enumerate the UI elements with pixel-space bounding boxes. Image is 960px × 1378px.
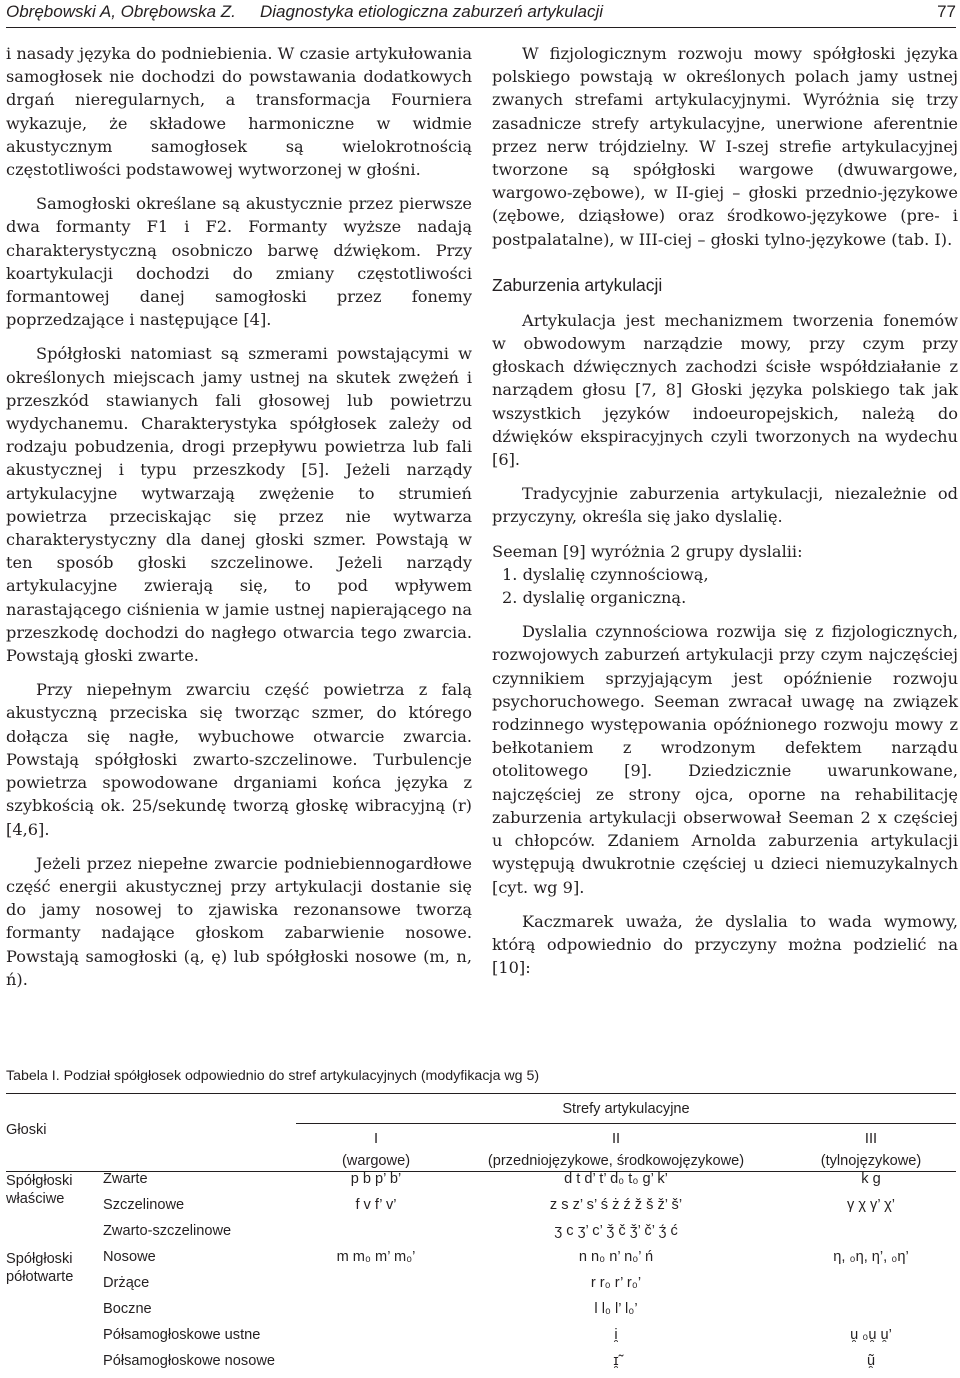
zone1-name: (wargowe) (341, 1153, 411, 1169)
dyslalia-list (502, 563, 958, 609)
paragraph: Samogłoski określane są akustycznie przez pierwsze dwa formanty F1 i F2. Formanty wyższe nadają charakterystyczną osobniczo barwę dźwiękom. Przy koartykulacji dochodzi do zmiany częstotliwości formantowej danej samogłoski przez fonemy poprzedzające i następujące [4]. (6, 194, 472, 330)
left-column (6, 42, 472, 991)
row-articulation-type: Nosowe (103, 1249, 156, 1265)
group-label: właściwe (6, 1191, 65, 1207)
row-zone2-sounds: z s z’ s’ ś ż ź ž š ž’ š’ (549, 1197, 683, 1213)
section-title: Zaburzenia artykulacji (492, 274, 663, 295)
paragraph: Dyslalia czynnościowa rozwija się z fizjologicznych, rozwojowych zaburzeń artykulacji przy czym najczęściej czynnikiem sprzyjającym jest opóźnienie rozwoju psychoruchowego. Seeman zwracał uwagę na związek rodzinnego występowania opóźnionego rozwoju mowy z bełkotaniem z wrodzonym defektem narządu otolitowego [9]. Dziedzicznie uwarunkowane, najczęściej ze strony ojca, oporne na rehabilitację zaburzenia artykulacji obserwował Seeman 2 x częściej u chłopców. Zdaniem Arnolda zaburzenia artykulacji występują dwukrotnie częściej u dzieci niemuzykalnych [cyt. wg 9]. (492, 622, 958, 897)
paragraph: W fizjologicznym rozwoju mowy spółgłoski języka polskiego powstają w określonych polach jamy ustnej zwanych strefami artykulacyjnymi. Wyróżnia się trzy zasadnicze strefy artykulacyjne, unerwione aferentnie przez nerw trójdzielny. W I-szej strefie artykulacyjnej tworzone są spółgłoski wargowe (dwuwargowe, wargowo-zębowe), w II-giej – głoski przednio-językowe (zębowe, dziąsłowe) oraz środkowo-językowe (pre- i postpalatalne), w III-ciej – głoski tylno-językowe (tab. I). (492, 44, 958, 249)
zone3-roman: III (864, 1131, 878, 1147)
row-zone3-sounds: ũ̯ (866, 1353, 876, 1369)
table-caption: Tabela I. Podział spółgłosek odpowiednio do stref artykulacyjnych (modyfikacja wg 5) (6, 1068, 540, 1084)
table-group-rule (296, 1123, 956, 1124)
row-articulation-type: Półsamogłoskowe ustne (103, 1327, 261, 1343)
row-zone3-sounds: k g (861, 1171, 881, 1187)
row-zone2-sounds: i̯ (614, 1327, 618, 1343)
group-label: półotwarte (6, 1269, 74, 1285)
row-zone2-sounds: n n₀ n’ n₀’ ń (578, 1249, 654, 1265)
table-header-group: Strefy artykulacyjne (562, 1101, 690, 1117)
group-label: Spółgłoski (6, 1251, 73, 1267)
header-rule (6, 27, 956, 28)
right-column (492, 42, 958, 979)
row-zone3-sounds: u̯ ₀u̯ u̯’ (850, 1327, 892, 1343)
row-articulation-type: Półsamogłoskowe nosowe (103, 1353, 275, 1369)
list-item: 1. dyslalię czynnościową, (502, 564, 709, 584)
row-articulation-type: Szczelinowe (103, 1197, 185, 1213)
header-authors: Obrębowski A, Obrębowska Z. (6, 2, 236, 21)
row-zone2-sounds: l l₀ l’ l₀’ (594, 1301, 638, 1317)
paragraph: i nasady języka do podniebienia. W czasie artykułowania samogłosek nie dochodzi do powstawania dodatkowych drgań nieregularnych, a transformacja Fourniera wykazuje, że składowe harmoniczne w widmie akustycznym samogłosek są wielokrotnością częstotliwości podstawowej wytworzonej w głośni. (6, 44, 472, 180)
zone3-name: (tylnojęzykowe) (820, 1153, 922, 1169)
row-articulation-type: Zwarto-szczelinowe (103, 1223, 232, 1239)
row-zone3-sounds: γ χ γ’ χ’ (846, 1197, 896, 1213)
row-zone2-sounds: d t d’ t’ d₀ t₀ g’ k’ (564, 1171, 668, 1187)
header-article-title: Diagnostyka etiologiczna zaburzeń artykulacji (260, 2, 604, 21)
group-label: Spółgłoski (6, 1173, 73, 1189)
row-zone2-sounds: r r₀ r’ r₀’ (590, 1275, 642, 1291)
row-articulation-type: Boczne (103, 1301, 152, 1317)
paragraph: Kaczmarek uważa, że dyslalia to wada wymowy, którą odpowiednio do przyczyny można podzielić na [10]: (492, 911, 958, 978)
paragraph: Tradycyjnie zaburzenia artykulacji, niezależnie od przyczyny, określa się jako dyslalię. (492, 484, 958, 527)
zone2-roman: II (611, 1131, 621, 1147)
consonant-table (6, 1093, 956, 1378)
row-zone2-sounds: ɪ̯̃ (613, 1353, 619, 1369)
paragraph: Seeman [9] wyróżnia 2 grupy dyslalii: (492, 541, 803, 561)
running-header (6, 0, 956, 26)
paragraph: Artykulacja jest mechanizmem tworzenia fonemów w obwodowym narządzie mowy, przy czym przy głoskach dźwięcznych zachodzi ścisłe współdziałanie z narządem głosu [7, 8] Głoski języka polskiego tak jak wszystkich języków indoeuropejskich, należą do dźwięków ekspiracyjnych czyli tworzonych na wydechu [6]. (492, 310, 958, 470)
table-top-rule (6, 1093, 956, 1094)
page-number: 77 (937, 2, 956, 21)
paragraph: Przy niepełnym zwarciu część powietrza z falą akustyczną przeciska się tworząc szmer, do którego dołącza się nagłe, wybuchowe otwarcie zwarcia. Powstają spółgłoski zwarto-szczelinowe. Turbulencje powietrza spowodowane drganiami końca języka z szybkością ok. 25/sekundę tworzą głoskę wibracyjną (r) [4,6]. (6, 680, 472, 839)
list-item: 2. dyslalię organiczną. (502, 588, 687, 608)
row-zone3-sounds: η, ₀η, η’, ₀η’ (833, 1249, 909, 1265)
row-zone2-sounds: ʒ c ʒ’ c’ ǯ č ǯ’ č’ ʒ́ ć (554, 1223, 678, 1239)
row-articulation-type: Drżące (103, 1275, 150, 1291)
paragraph: Jeżeli przez niepełne zwarcie podniebiennogardłowe część energii akustycznej przy artykulacji dostanie się do jamy nosowej to zjawiska rezonansowe tworzą formanty nadające głoskom zabarwienie nosowe. Powstają samogłoski (ą, ę) lub spółgłoski nosowe (m, n, ń). (6, 853, 472, 989)
row-zone1-sounds: m m₀ m’ m₀’ (336, 1249, 416, 1265)
row-articulation-type: Zwarte (103, 1171, 148, 1187)
row-zone1-sounds: f v f’ v’ (355, 1197, 397, 1213)
zone1-roman: I (373, 1131, 379, 1147)
row-zone1-sounds: p b p’ b’ (350, 1171, 402, 1187)
zone2-name: (przedniojęzykowe, środkowojęzykowe) (487, 1153, 745, 1169)
paragraph: Spółgłoski natomiast są szmerami powstającymi w określonych miejscach jamy ustnej na skutek zwężeń i przeszkód stawianych fali głosowej lub powietrzu wydychanemu. Charakterystyka spółgłosek zależy od rodzaju pobudzenia, drogi przepływu powietrza lub fali akustycznej i typu przeszkody [5]. Jeżeli narządy artykulacyjne wytwarzają zwężenie to strumień powietrza przeciskając się przez nie wytwarza charakterystyczny dla danej głoski szmer. Powstają w ten sposób głoski szczelinowe. Jeżeli narządy artykulacyjne zwierają się, to pod wpływem narastającego ciśnienia w jamie ustnej napierającego na przeszkodę dochodzi do nagłego otwarcia tego zwarcia. Powstają głoski zwarte. (6, 344, 472, 666)
table-header-glosek: Głoski (6, 1122, 47, 1138)
